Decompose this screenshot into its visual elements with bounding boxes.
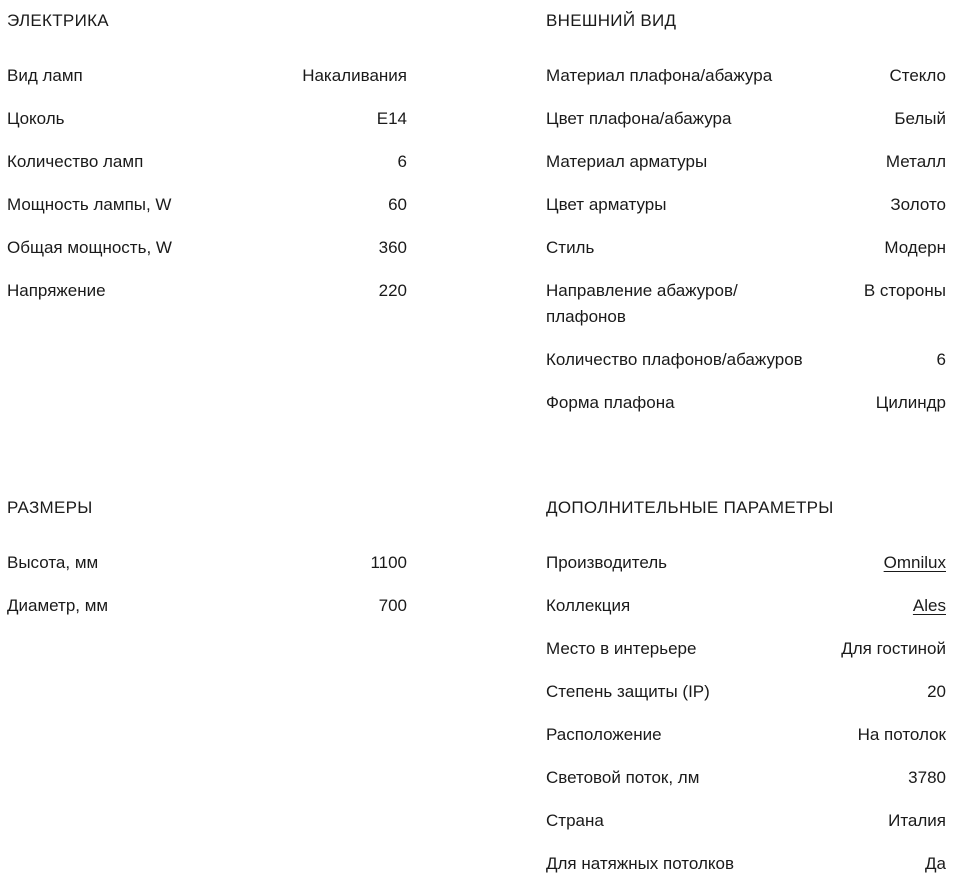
spec-label: Материал арматуры: [546, 152, 708, 171]
spec-row-shade-material: [546, 63, 946, 89]
spec-label: Коллекция: [546, 596, 631, 615]
spec-row-frame-color: [546, 192, 946, 218]
spec-label: Общая мощность, W: [7, 238, 172, 257]
spec-value: Металл: [885, 152, 946, 171]
section-sizes: [7, 497, 407, 636]
spec-label: Расположение: [546, 725, 662, 744]
spec-label: Световой поток, лм: [546, 768, 700, 787]
spec-row-stretch-ceiling: [546, 851, 946, 877]
spec-value: 3780: [908, 768, 946, 787]
spec-row-placement: [546, 722, 946, 748]
spec-row-style: [546, 235, 946, 261]
spec-label: Для натяжных потолков: [546, 854, 735, 873]
section-electrics: [7, 10, 407, 321]
spec-label: Цвет арматуры: [546, 195, 667, 214]
spec-label: Вид ламп: [7, 66, 83, 85]
spec-value: Да: [925, 854, 946, 873]
spec-value: Золото: [890, 195, 946, 214]
spec-row-shade-direction: [546, 278, 946, 330]
spec-label: Количество ламп: [7, 152, 144, 171]
spec-value: 20: [927, 682, 946, 701]
spec-row-shade-count: [546, 347, 946, 373]
section-title-appearance: ВНЕШНИЙ ВИД: [546, 11, 677, 30]
spec-row-total-power: [7, 235, 407, 261]
spec-label: Форма плафона: [546, 393, 675, 412]
spec-label: Количество плафонов/абажуров: [546, 350, 803, 369]
spec-row-interior-place: [546, 636, 946, 662]
spec-value: 360: [378, 238, 407, 257]
spec-value: Цилиндр: [875, 393, 946, 412]
spec-value: Стекло: [889, 66, 946, 85]
spec-value: 6: [936, 350, 946, 369]
spec-row-lamp-count: [7, 149, 407, 175]
spec-row-country: [546, 808, 946, 834]
manufacturer-link[interactable]: Omnilux: [883, 553, 946, 572]
spec-value: Италия: [888, 811, 946, 830]
spec-label: Напряжение: [7, 281, 106, 300]
collection-link[interactable]: Ales: [912, 596, 946, 615]
spec-row-shade-shape: [546, 390, 946, 416]
spec-label: Производитель: [546, 553, 668, 572]
section-title-extra-params: ДОПОЛНИТЕЛЬНЫЕ ПАРАМЕТРЫ: [546, 498, 834, 517]
spec-label: Диаметр, мм: [7, 596, 109, 615]
spec-row-socket: [7, 106, 407, 132]
spec-row-shade-color: [546, 106, 946, 132]
spec-value: Модерн: [884, 238, 946, 257]
spec-row-lamp-power: [7, 192, 407, 218]
spec-label: Направление абажуров/ плафонов: [546, 281, 738, 326]
spec-row-frame-material: [546, 149, 946, 175]
spec-value: 6: [397, 152, 407, 171]
spec-value: 1100: [370, 553, 407, 572]
spec-label: Мощность лампы, W: [7, 195, 172, 214]
spec-label: Цоколь: [7, 109, 65, 128]
spec-label: Место в интерьере: [546, 639, 697, 658]
spec-label: Страна: [546, 811, 604, 830]
spec-row-collection: [546, 593, 946, 619]
section-extra-params: [546, 497, 946, 894]
spec-row-protection: [546, 679, 946, 705]
spec-value: Накаливания: [302, 66, 407, 85]
spec-label: Степень защиты (IP): [546, 682, 710, 701]
section-title-sizes: РАЗМЕРЫ: [7, 498, 93, 517]
spec-label: Высота, мм: [7, 553, 99, 572]
spec-label: Материал плафона/абажура: [546, 66, 773, 85]
spec-value: В стороны: [863, 281, 946, 300]
section-appearance: [546, 10, 946, 433]
spec-row-voltage: [7, 278, 407, 304]
spec-value: E14: [376, 109, 407, 128]
spec-value: Белый: [894, 109, 946, 128]
spec-value: 60: [388, 195, 407, 214]
spec-row-manufacturer: [546, 550, 946, 576]
section-title-electrics: ЭЛЕКТРИКА: [7, 11, 109, 30]
spec-value: 220: [378, 281, 407, 300]
spec-value: Для гостиной: [841, 639, 946, 658]
spec-value: 700: [378, 596, 407, 615]
spec-row-height: [7, 550, 407, 576]
spec-label: Цвет плафона/абажура: [546, 109, 732, 128]
spec-value: На потолок: [857, 725, 946, 744]
spec-row-luminous-flux: [546, 765, 946, 791]
spec-row-diameter: [7, 593, 407, 619]
spec-label: Стиль: [546, 238, 595, 257]
spec-row-lamp-type: [7, 63, 407, 89]
